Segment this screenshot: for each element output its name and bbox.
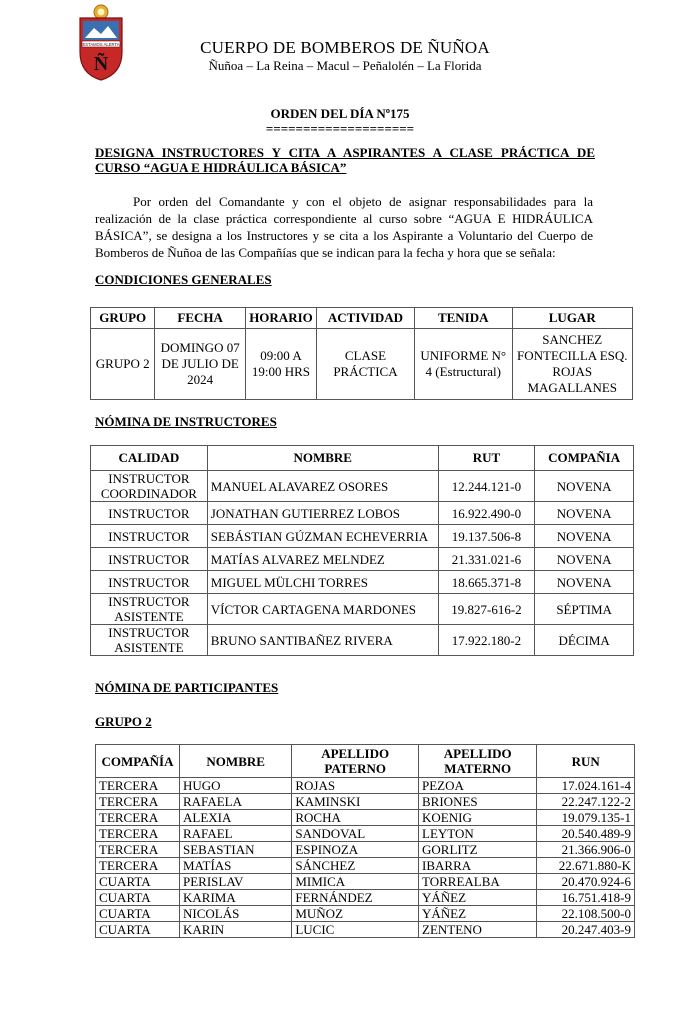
cell-maternal-surname: IBARRA <box>419 858 537 874</box>
table-header-row <box>91 446 634 471</box>
conditions-table <box>90 307 633 400</box>
column-header: FECHA <box>155 308 246 329</box>
cell-activity: CLASE PRÁCTICA <box>316 329 414 400</box>
subject-heading: DESIGNA INSTRUCTORES Y CITA A ASPIRANTES A CLASE PRÁCTICA DE CURSO “AGUA E HIDRÁULICA BÁSICA” <box>95 145 595 175</box>
cell-company: SÉPTIMA <box>535 594 634 625</box>
cell-maternal-surname: KOENIG <box>419 810 537 826</box>
cell-name: RAFAEL <box>180 826 292 842</box>
cell-name: ALEXIA <box>180 810 292 826</box>
cell-maternal-surname: ZENTENO <box>419 922 537 938</box>
cell-name: VÍCTOR CARTAGENA MARDONES <box>207 594 438 625</box>
cell-maternal-surname: GORLITZ <box>419 842 537 858</box>
cell-name: HUGO <box>180 778 292 794</box>
cell-uniform: UNIFORME N° 4 (Estructural) <box>414 329 512 400</box>
cell-company: DÉCIMA <box>535 625 634 656</box>
cell-rut: 21.331.021-6 <box>438 548 535 571</box>
intro-paragraph: Por orden del Comandante y con el objeto de asignar responsabilidades para la realización de la clase práctica correspondiente al curso sobre “AGUA E HIDRÁULICA BÁSICA”, se designa a los Instructores y se cita a los Aspirante a Voluntario del Cuerpo de Bomberos de Ñuñoa de las Compañías que se indican para la fecha y hora que se señala: <box>95 194 593 260</box>
table-row <box>96 778 635 794</box>
cell-run: 22.671.880-K <box>537 858 635 874</box>
cell-paternal-surname: ROCHA <box>292 810 419 826</box>
cell-role: INSTRUCTOR <box>91 502 208 525</box>
column-header: ACTIVIDAD <box>316 308 414 329</box>
cell-rut: 18.665.371-8 <box>438 571 535 594</box>
cell-paternal-surname: LUCIC <box>292 922 419 938</box>
column-header: GRUPO <box>91 308 155 329</box>
cell-paternal-surname: SÁNCHEZ <box>292 858 419 874</box>
group-heading: GRUPO 2 <box>95 714 152 729</box>
cell-run: 21.366.906-0 <box>537 842 635 858</box>
column-header: COMPAÑIA <box>535 446 634 471</box>
column-header: RUT <box>438 446 535 471</box>
column-header: COMPAÑÍA <box>96 745 180 778</box>
cell-company: CUARTA <box>96 906 180 922</box>
cell-rut: 17.922.180-2 <box>438 625 535 656</box>
cell-run: 17.024.161-4 <box>537 778 635 794</box>
table-row <box>96 842 635 858</box>
logo-letter: Ñ <box>93 53 109 75</box>
cell-role: INSTRUCTOR <box>91 548 208 571</box>
column-header: APELLIDO PATERNO <box>292 745 419 778</box>
cell-role: INSTRUCTOR COORDINADOR <box>91 471 208 502</box>
column-header: HORARIO <box>245 308 316 329</box>
cell-maternal-surname: YÁÑEZ <box>419 906 537 922</box>
table-row <box>96 858 635 874</box>
cell-name: MATÍAS <box>180 858 292 874</box>
cell-name: SEBÁSTIAN GÚZMAN ECHEVERRIA <box>207 525 438 548</box>
cell-company: NOVENA <box>535 548 634 571</box>
cell-rut: 19.137.506-8 <box>438 525 535 548</box>
cell-name: PERISLAV <box>180 874 292 890</box>
participants-table <box>95 744 635 938</box>
conditions-heading: CONDICIONES GENERALES <box>95 272 272 287</box>
cell-name: KARIMA <box>180 890 292 906</box>
column-header: RUN <box>537 745 635 778</box>
table-row <box>96 810 635 826</box>
cell-name: KARIN <box>180 922 292 938</box>
instructors-table <box>90 445 634 656</box>
table-row <box>91 525 634 548</box>
cell-run: 20.247.403-9 <box>537 922 635 938</box>
cell-role: INSTRUCTOR <box>91 571 208 594</box>
cell-company: NOVENA <box>535 571 634 594</box>
cell-paternal-surname: SANDOVAL <box>292 826 419 842</box>
cell-name: MIGUEL MÜLCHI TORRES <box>207 571 438 594</box>
cell-name: NICOLÁS <box>180 906 292 922</box>
table-row <box>91 329 633 400</box>
cell-paternal-surname: ROJAS <box>292 778 419 794</box>
cell-company: CUARTA <box>96 922 180 938</box>
cell-paternal-surname: MUÑOZ <box>292 906 419 922</box>
cell-company: CUARTA <box>96 890 180 906</box>
table-row <box>91 502 634 525</box>
instructors-heading: NÓMINA DE INSTRUCTORES <box>95 414 277 429</box>
cell-role: INSTRUCTOR <box>91 525 208 548</box>
table-row <box>96 906 635 922</box>
cell-company: TERCERA <box>96 810 180 826</box>
table-header-row <box>91 308 633 329</box>
cell-name: RAFAELA <box>180 794 292 810</box>
cell-paternal-surname: FERNÁNDEZ <box>292 890 419 906</box>
organization-title: CUERPO DE BOMBEROS DE ÑUÑOA <box>200 38 490 57</box>
table-row <box>91 471 634 502</box>
table-header-row <box>96 745 635 778</box>
organization-subtitle: Ñuñoa – La Reina – Macul – Peñalolén – La Florida <box>208 58 482 73</box>
cell-location: SANCHEZ FONTECILLA ESQ. ROJAS MAGALLANES <box>512 329 633 400</box>
cell-company: CUARTA <box>96 874 180 890</box>
column-header: NOMBRE <box>180 745 292 778</box>
cell-run: 20.540.489-9 <box>537 826 635 842</box>
cell-company: TERCERA <box>96 826 180 842</box>
order-title: ORDEN DEL DÍA Nº175 <box>270 106 410 121</box>
cell-company: NOVENA <box>535 502 634 525</box>
cell-company: TERCERA <box>96 778 180 794</box>
cell-group: GRUPO 2 <box>91 329 155 400</box>
cell-maternal-surname: TORREALBA <box>419 874 537 890</box>
table-row <box>96 874 635 890</box>
cell-company: TERCERA <box>96 842 180 858</box>
cell-name: MATÍAS ALVAREZ MELNDEZ <box>207 548 438 571</box>
cell-name: SEBASTIAN <box>180 842 292 858</box>
cell-run: 22.108.500-0 <box>537 906 635 922</box>
cell-company: TERCERA <box>96 794 180 810</box>
cell-paternal-surname: MIMICA <box>292 874 419 890</box>
cell-run: 19.079.135-1 <box>537 810 635 826</box>
table-row <box>96 890 635 906</box>
cell-name: JONATHAN GUTIERREZ LOBOS <box>207 502 438 525</box>
cell-company: TERCERA <box>96 858 180 874</box>
logo-banner-text: ESTAMOS ALERTA <box>82 42 120 47</box>
cell-paternal-surname: KAMINSKI <box>292 794 419 810</box>
cell-run: 20.470.924-6 <box>537 874 635 890</box>
column-header: TENIDA <box>414 308 512 329</box>
cell-rut: 19.827-616-2 <box>438 594 535 625</box>
cell-maternal-surname: YÁÑEZ <box>419 890 537 906</box>
table-row <box>96 826 635 842</box>
cell-role: INSTRUCTOR ASISTENTE <box>91 594 208 625</box>
cell-run: 22.247.122-2 <box>537 794 635 810</box>
column-header: CALIDAD <box>91 446 208 471</box>
cell-role: INSTRUCTOR ASISTENTE <box>91 625 208 656</box>
cell-maternal-surname: BRIONES <box>419 794 537 810</box>
cell-maternal-surname: PEZOA <box>419 778 537 794</box>
column-header: NOMBRE <box>207 446 438 471</box>
cell-maternal-surname: LEYTON <box>419 826 537 842</box>
column-header: LUGAR <box>512 308 633 329</box>
table-row <box>91 625 634 656</box>
fire-department-logo <box>76 4 126 82</box>
table-row <box>91 594 634 625</box>
column-header: APELLIDO MATERNO <box>419 745 537 778</box>
cell-company: NOVENA <box>535 471 634 502</box>
table-row <box>91 571 634 594</box>
cell-schedule: 09:00 A 19:00 HRS <box>245 329 316 400</box>
table-row <box>96 922 635 938</box>
cell-run: 16.751.418-9 <box>537 890 635 906</box>
cell-company: NOVENA <box>535 525 634 548</box>
cell-date: DOMINGO 07 DE JULIO DE 2024 <box>155 329 246 400</box>
cell-rut: 16.922.490-0 <box>438 502 535 525</box>
cell-rut: 12.244.121-0 <box>438 471 535 502</box>
participants-heading: NÓMINA DE PARTICIPANTES <box>95 680 279 695</box>
order-title-rule: ==================== <box>265 121 415 136</box>
cell-name: MANUEL ALAVAREZ OSORES <box>207 471 438 502</box>
cell-name: BRUNO SANTIBAÑEZ RIVERA <box>207 625 438 656</box>
table-row <box>96 794 635 810</box>
table-row <box>91 548 634 571</box>
cell-paternal-surname: ESPINOZA <box>292 842 419 858</box>
